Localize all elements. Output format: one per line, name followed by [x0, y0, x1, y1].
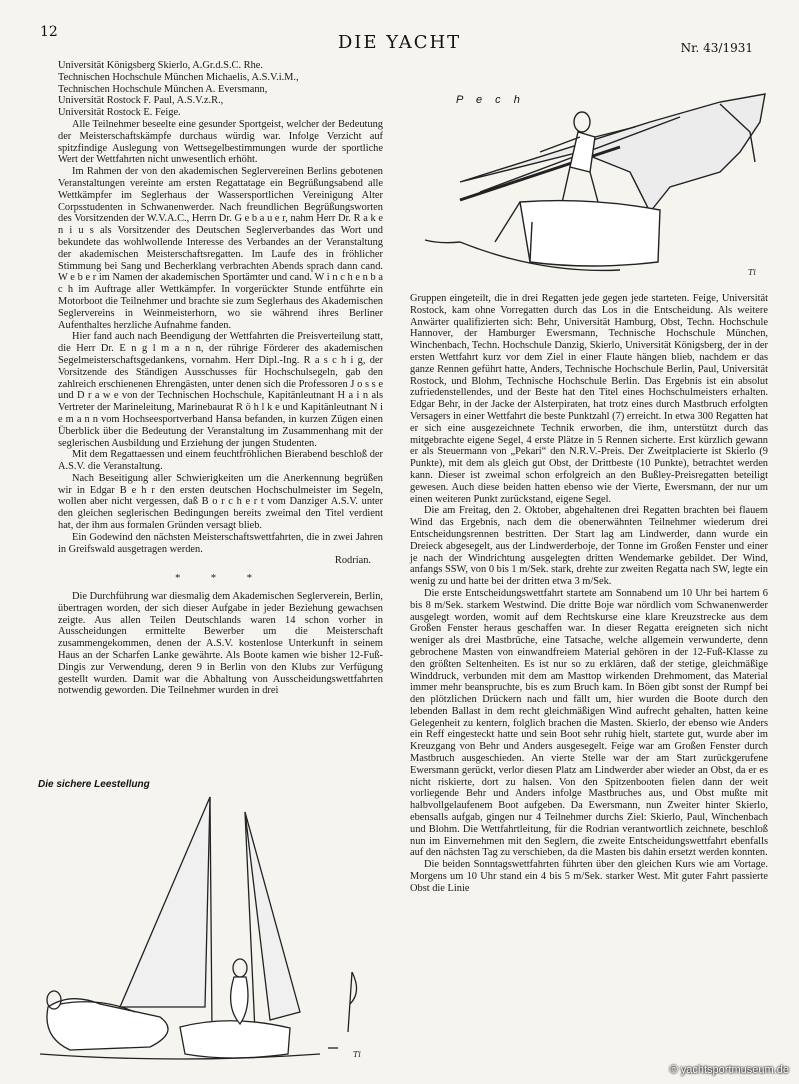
paragraph: Die erste Entscheidungswettfahrt startete am Sonnabend um 10 Uhr bei hartem 6 bis 8 m/Sek. starkem Westwind. Die dritte Boje war nördlich vom Schwanenwerder ausgelegt worden, womit auf dem Rechtskurse eine klare Kreuzstrecke aus dem Großen Fenster heraus geschaffen war. In dieser Regatta ereigneten sich nicht weniger als drei Mastbrüche, eine Tatsache, welche allgemein verwunderte, denn gebrochene Masten von einwandfreiem Material gehören in der 12-Fuß-Klasse zu den größten Seltenheiten. Es ist nur so zu erklären, daß der stetige, gleichmäßige Winddruck, verbunden mit dem am Masttop wirkenden Drehmoment, das Material immer mehr beanspruchte, bis es zum Bruch kam. In Böen gibt sonst der Rumpf bei den plötzlichen Drückern nach und fällt um, hier wurden die Boote durch den lebenden Ballast in dem recht gleichmäßigen Wind aufrecht gehalten, hatten keine Gelegenheit zu kentern, folglich brachen die Masten. Skierlo, der ebenso wie Anders ein Reff eingesteckt hatte und sein Boot sehr ruhig hielt, startete gut, wurde aber im Kreuzgang von Behr und Anders ausgesegelt. Feige war am Großen Fenster durch Mastbruch ausgeschieden. An vierte Stelle war der am Start zurückgerufene Ewersmann gerückt, verlor diesen Platz am Lindwerder aber wieder an Obst, da er es nicht riskierte, dort zu halsen. Von den Spitzenbooten fielen dann der weit vorliegende Behr und Anders infolge Mastbruches aus, und Obst mußte mit halbvollgelaufenem Boot aufgeben. Da Ewersmann, nun Zweiter hinter Skierlo, ebensalls aufgab, gingen nur 4 Teilnehmer durchs Ziel: Skierlo, Paul, Winchenbach und Blohm. Die Wettfahrtleitung, für die Rodrian verantwortlich zeichnete, beschloß nun im Einvernehmen mit den Seglern, die zweite Entscheidungswettfahrt ebenfalls auf den nächsten Tag zu verschieben, da die Masten bis dahin ersetzt werden konnten.: [410, 587, 768, 859]
cartoon-sailing-boats-illustration: [30, 792, 390, 1067]
illustration-caption-pech: P e c h: [456, 94, 525, 106]
paragraph: Hier fand auch nach Beendigung der Wettfahrten die Preisverteilung statt, die Herr Dr. E n g l m a n n, der rührige Förderer des akademischen Segelmeisterschaftsgedankens, vornahm. Herr Dipl.-Ing. R a s c h i g, der Vorsitzende des Ständigen Ausschusses für Hochschulsegeln, gab den zahlreich erschienenen Ehrengästen, unter denen sich die Professoren J o s s e und D r a w e von der Technischen Hochschule, Kapitänleutnant H a i n als Vertreter der Marineleitung, Marinebaurat R ö h l k e und Kapitänleutnant N i e m a n n vom Hochseesportverband Hansa befanden, in kurzen Zügen einen Überblick über die Bedeutung der Veranstaltung im Zusammenhang mit der seglerischen Ausbildung und Erziehung der jungen Studenten.: [58, 331, 383, 449]
paragraph: Die beiden Sonntagswettfahrten führten über den gleichen Kurs wie am Vortage. Morgens um 10 Uhr stand ein 4 bis 5 m/Sek. starker West. Mit guter Fahrt passierte Obst die Linie: [410, 859, 768, 894]
issue-number: Nr. 43/1931: [680, 41, 753, 55]
author-signature: Rodrian.: [334, 555, 371, 567]
illustration-caption-leestellung: Die sichere Leestellung: [38, 779, 150, 790]
paragraph: Nach Beseitigung aller Schwierigkeiten um die Anerkennung begrüßen wir in Edgar B e h r den ersten deutschen Hochschulmeister im Segeln, wollen aber nicht vergessen, daß B o r c h e r t vom Danziger A.S.V. unter den gleichen seglerischen Bedingungen bereits zweimal den Titel verdient hat, der ihm aus formalen Gründen versagt blieb.: [58, 472, 383, 532]
cartoon-broken-mast-illustration: [420, 92, 780, 288]
paragraph: Die Durchführung war diesmalig dem Akademischen Seglerverein, Berlin, übertragen worden, der sich dieser Aufgabe in jeder Beziehung gewachsen zeigte. Aus allen Teilen Deutschlands waren 14 schon vorher in Ausscheidungen ermittelte Bewerber um die Meisterschaft zusammengekommen, denen der A.S.V. kostenlose Unterkunft in seinem Haus an der Scharfen Lanke gewährte. Als Boote kamen wie bisher 12-Fuß-Dingis zur Verwendung, deren 9 in Berlin von den Klubs zur Verfügung gestellt wurden. Damit war die Abhaltung von Ausscheidungswettfahrten notwendig geworden. Die Teilnehmer wurden in drei: [58, 591, 383, 697]
magazine-title: DIE YACHT: [337, 32, 462, 53]
paragraph: Im Rahmen der von den akademischen Seglervereinen Berlins gebotenen Veranstaltungen vereinte am ersten Regattatage ein Begrüßungsabend alle Wettkämpfer im Seglerhaus der Wassersportlichen Vereinigung Alter Corpsstudenten in Schwanenwerder. Nach freundlichen Begrüßungsworten des Vorsitzenden der W.V.A.C., Herrn Dr. G e b a u e r, nahm Herr Dr. R a k e n i u s als Vorsitzender des Deutschen Seglerverbandes das Wort und bekundete das wohlwollende Interesse des Verbandes an der Veranstaltung der akademischen Meisterschaftsregatten. Im Laufe des in fröhlicher Stimmung bei Sang und Becherklang verbrachten Abends sprach dann cand. W e b e r im Namen der akademischen Sportämter und cand. W i n c h e n b a c h im Auftrage aller Wettkämpfer. In vorgerückter Stunde entführte ein Motorboot die Teilnehmer und brachte sie zum Seglerhaus des Akademischen Seglervereins in Weinmeisterhorn, wo sie während ihres Berliner Aufenthaltes herzliche Aufnahme fanden.: [58, 166, 383, 331]
page-number: 12: [40, 24, 58, 40]
section-divider: * * *: [175, 573, 266, 585]
participant-line: Universität Königsberg Skierlo, A.Gr.d.S.C. Rhe.: [58, 60, 264, 71]
source-watermark: © yachtsportmuseum.de: [669, 1064, 789, 1076]
artist-signature-top: Ti: [748, 268, 756, 277]
paragraph: Alle Teilnehmer beseelte eine gesunder Sportgeist, welcher der Bedeutung der Meisterschaftskämpfe durchaus würdig war. Infolge Verzicht auf spitzfindige Auslegung von Wettsegelbestimmungen wurde der sportliche Wert der Wettfahrten nicht unwesentlich erhöht.: [58, 118, 383, 166]
participant-line: Universität Rostock F. Paul, A.S.V.z.R.,: [58, 95, 224, 107]
right-column: [410, 293, 768, 895]
participant-line: Universität Rostock E. Feige.: [58, 107, 181, 119]
artist-signature-bottom: Ti: [353, 1050, 361, 1059]
paragraph: Die am Freitag, den 2. Oktober, abgehaltenen drei Regatten brachten bei flauem Wind das Ergebnis, nach dem die obenerwähnten Teilnehmer wiederum drei Entscheidungsrennen bestritten. Der Start lag am Lindwerder, dann wurde ein Dreieck abgesegelt, aus der Lindwerderboje, der Tonne im Großen Fenster und einer je nach der Windrichtung ausgelegten dritten Wendemarke gebildet. Der Wind, anfangs SSW, von 0 bis 1 m/Sek. stark, drehte zur zweiten Regatta nach SW, legte ein wenig zu und hatte bei der dritten etwa 3 m/Sek.: [410, 505, 768, 588]
paragraph: Gruppen eingeteilt, die in drei Regatten jede gegen jede starteten. Feige, Universität Rostock, kam ohne Vorregatten durch das Los in die Entscheidung. Als weitere Anwärter qualifizierten sich: Behr, Universität Hamburg, Obst, Techn. Hochschule Hannover, der Hamburger Ewersmann, Technische Hochschule München, Winchenbach, Techn. Hochschule Danzig, Skierlo, Universität Königsberg, der in der ersten Wettfahrt kurz vor dem Ziel in einer Flaute hängen blieb, nachdem er das ganze Rennen geführt hatte, Anders, Technische Hochschule Berlin, Paul, Universität Rostock, und Blohm, Technische Hochschule Berlin. Das Ergebnis ist ein absolut zufriedenstellendes, und der Beste hat den Titel eines Hochschulmeisters erhalten. Edgar Behr, in der Jacke der Alsterpiraten, hat trotz eines durch Mastbruch erfolgten Versagers in einer Wettfahrt die beste Punktzahl (7) erreicht. In etwa 300 Regatten hat er sich eine ausgezeichnete Technik erworben, die ihm, unterstützt durch das mitgebrachte eigene Segel, 4 erste Plätze in 5 Rennen sicherte. Erst kürzlich gewann er als Steuermann von „Pekari“ den N.R.V.-Preis. Der Zweitplacierte ist Skierlo (9 Punkte), mit dem als gleich gut Obst, der Drittbeste (10 Punkte), betrachtet werden kann. Dieser ist zweimal schon erfolgreich an den Bußley-Preisregatten beteiligt gewesen. Auch diese beiden hatten ebenso wie der Vierte, Ewersmann, der nur um einen weiteren Punkt zurückstand, eigene Segel.: [410, 293, 768, 505]
paragraph: Ein Godewind den nächsten Meisterschaftswettfahrten, die in zwei Jahren in Greifswald ausgetragen werden.: [58, 531, 383, 555]
participant-line: Technischen Hochschule München Michaelis, A.S.V.i.M.,: [58, 71, 299, 83]
paragraph: Mit dem Regattaessen und einem feuchtfröhlichen Bierabend beschloß der A.S.V. die Veranstaltung.: [58, 449, 383, 473]
left-column: [58, 60, 383, 697]
participant-line: Technischen Hochschule München A. Eversmann,: [58, 83, 268, 95]
